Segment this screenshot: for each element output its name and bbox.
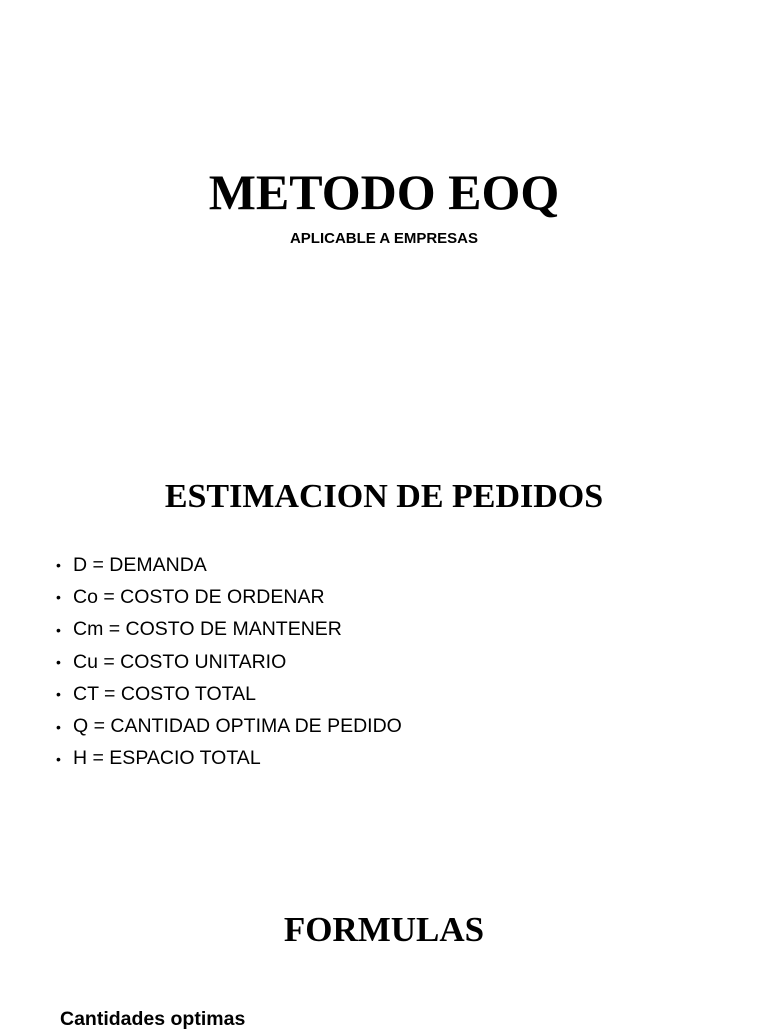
list-item	[56, 710, 402, 742]
list-item	[56, 614, 402, 646]
list-item	[56, 743, 402, 775]
bullet-icon: •	[56, 621, 61, 638]
list-item-text: Q = CANTIDAD OPTIMA DE PEDIDO	[73, 715, 402, 738]
slide-title-estimacion: ESTIMACION DE PEDIDOS	[164, 478, 604, 515]
list-item-text: CT = COSTO TOTAL	[73, 682, 256, 705]
slide-title-metodo-eoq: METODO EOQ	[208, 164, 560, 220]
list-item	[56, 549, 402, 581]
list-item-text: Cu = COSTO UNITARIO	[73, 650, 287, 673]
bullet-icon: •	[56, 686, 61, 703]
list-item	[56, 581, 402, 613]
bullet-icon: •	[56, 718, 61, 735]
definitions-list	[56, 549, 402, 775]
list-item-text: Cm = COSTO DE MANTENER	[73, 618, 342, 641]
list-item-text: D = DEMANDA	[73, 553, 207, 576]
bullet-icon: •	[56, 750, 61, 767]
slide-subtitle: APLICABLE A EMPRESAS	[289, 230, 479, 247]
bullet-icon: •	[56, 589, 61, 606]
list-item	[56, 678, 402, 710]
list-item-text: Co = COSTO DE ORDENAR	[73, 585, 325, 608]
bullet-icon: •	[56, 654, 61, 671]
slide-title-formulas: FORMULAS	[283, 910, 485, 949]
bullet-icon: •	[56, 557, 61, 574]
list-item-text: H = ESPACIO TOTAL	[73, 747, 261, 770]
section-label: Cantidades optimas	[60, 1008, 246, 1030]
list-item	[56, 646, 402, 678]
